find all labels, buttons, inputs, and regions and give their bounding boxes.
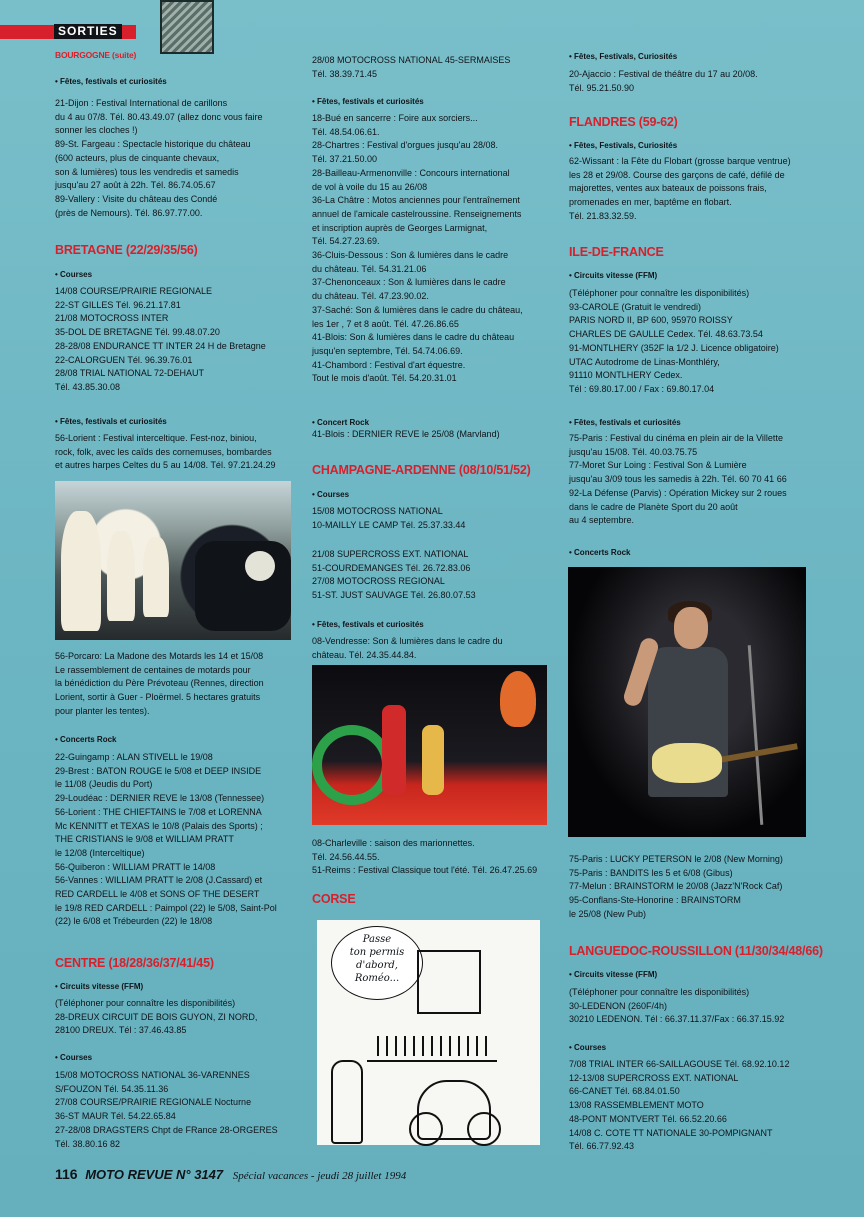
text-line: 18-Bué en sancerre : Foire aux sorciers... — [312, 113, 478, 123]
region-title-languedoc: LANGUEDOC-ROUSSILLON (11/30/34/48/66) — [569, 944, 823, 958]
subheading-festivals: • Fêtes, Festivals, Curiosités — [569, 141, 678, 150]
text-line: 56-Quiberon : WILLIAM PRATT le 14/08 — [55, 861, 216, 872]
text-line: Tél. 21.83.32.59. — [569, 210, 637, 221]
text-line: château. Tél. 24.35.44.84. — [312, 649, 417, 660]
text-line: le 12/08 (Interceltique) — [55, 847, 145, 858]
cartoon-drawing — [317, 920, 540, 1145]
text-line: 13/08 RASSEMBLEMENT MOTO — [569, 1100, 704, 1111]
text-line: 12-13/08 SUPERCROSS EXT. NATIONAL — [569, 1072, 739, 1083]
text-line: (22) le 6/08 et Trébeurden (22) le 18/08 — [55, 916, 213, 927]
text-line: Tél. 43.85.30.08 — [55, 381, 121, 392]
cartoon-person — [331, 1060, 363, 1144]
text-line: 75-Paris : Festival du cinéma en plein air de la Villette — [569, 433, 783, 443]
text-line: 75-Paris : LUCKY PETERSON le 2/08 (New Morning) — [569, 854, 783, 864]
region-title-ile-de-france: ILE-DE-FRANCE — [569, 245, 664, 259]
subheading-festivals: • Fêtes, festivals et curiosités — [569, 418, 681, 427]
text-line: 27/08 COURSE/PRAIRIE REGIONALE Nocturne — [55, 1097, 252, 1108]
subheading-courses: • Courses — [569, 1043, 607, 1052]
photo-mic-stand — [748, 645, 764, 825]
region-title-champagne: CHAMPAGNE-ARDENNE (08/10/51/52) — [312, 463, 531, 477]
text-line: 36-Cluis-Dessous : Son & lumières dans le cadre — [312, 250, 509, 261]
text-line: du château. Tél. 47.23.90.02. — [312, 291, 429, 302]
text-line: Lorient, sortir à Guer - Ploërmel. 5 hectares gratuits — [55, 692, 261, 703]
text-line: 92-La Défense (Parvis) : Opération Mickey sur 2 roues — [569, 487, 787, 498]
text-line: du 4 au 07/8. Tél. 80.43.49.07 (allez donc vous faire — [55, 111, 263, 122]
text-line: Tél. 37.21.50.00 — [312, 154, 378, 165]
photo-figure — [143, 537, 169, 617]
text-line: 51-Reims : Festival Classique tout l'été. Tél. 26.47.25.69 — [312, 865, 538, 876]
bubble-line: Passe — [362, 934, 392, 945]
text-line: (près de Nemours). Tél. 86.97.77.00. — [55, 207, 203, 218]
list-bretagne-courses — [55, 285, 295, 395]
text-line: Tél. 38.39.71.45 — [312, 68, 378, 79]
text-line: UTAC Autodrome de Linas-Monthléry, — [569, 356, 720, 367]
text-line: Tél. 38.80.16 82 — [55, 1138, 121, 1149]
text-line: et autres harpes Celtes du 5 au 14/08. Tél. 97.21.24.29 — [55, 460, 276, 471]
issue-info: Spécial vacances - jeudi 28 juillet 1994 — [232, 1170, 407, 1182]
text-line: RED CARDELL le 4/08 et SONS OF THE DESERT — [55, 889, 260, 900]
text-line: de vol à voile du 15 au 26/08 — [312, 181, 428, 192]
text-line: 91110 MONTLHERY Cedex. — [569, 370, 683, 381]
text-line: 89-St. Fargeau : Spectacle historique du château — [55, 139, 251, 150]
text-line: les 1er , 7 et 8 août. Tél. 47.26.86.65 — [312, 318, 459, 329]
text-porcaro — [55, 650, 295, 719]
text-line: 77-Moret Sur Loing : Festival Son & Lumière — [569, 460, 747, 471]
page-footer — [55, 1166, 406, 1182]
text-line: 22-Guingamp : ALAN STIVELL le 19/08 — [55, 752, 213, 762]
text-line: 48-PONT MONTVERT Tél. 66.52.20.66 — [569, 1113, 727, 1124]
text-line: 28-DREUX CIRCUIT DE BOIS GUYON, ZI NORD, — [55, 1011, 258, 1022]
list-festivals — [312, 112, 552, 386]
text-line: 29-Loudéac : DERNIER REVE le 13/08 (Tennessee) — [55, 793, 265, 804]
text-line: 37-Saché: Son & lumières dans le cadre du château, — [312, 304, 523, 315]
text-line: 41-Blois : DERNIER REVE le 25/08 (Marvland) — [312, 429, 500, 439]
text-line: 15/08 MOTOCROSS NATIONAL 36-VARENNES — [55, 1070, 250, 1080]
text-line: 27-28/08 DRAGSTERS Chpt de FRance 28-ORGERES — [55, 1124, 278, 1135]
region-title-bretagne: BRETAGNE (22/29/35/56) — [55, 243, 198, 257]
text-line: 22-CALORGUEN Tél. 96.39.76.01 — [55, 354, 193, 365]
text-line: Tél : 69.80.17.00 / Fax : 69.80.17.04 — [569, 383, 715, 394]
bubble-line: Roméo... — [354, 973, 400, 984]
text-line: 30210 LEDENON. Tél : 66.37.11.37/Fax : 66.37.15.92 — [569, 1014, 785, 1025]
text-line: 36-ST MAUR Tél. 54.22.65.84 — [55, 1111, 176, 1122]
text-line: 51-ST. JUST SAUVAGE Tél. 26.80.07.53 — [312, 590, 476, 601]
photo-wheel — [312, 725, 392, 805]
list-after-photo — [312, 837, 552, 878]
cartoon-speech-bubble — [331, 926, 423, 1000]
text-line: la bénédiction du Père Prévoteau (Rennes, direction — [55, 678, 264, 689]
text-line: Mc KENNITT et TEXAS le 10/8 (Palais des Sports) ; — [55, 820, 263, 831]
text-line: 28-Chartres : Festival d'orgues jusqu'au 28/08. — [312, 140, 499, 151]
text-line: 21/08 MOTOCROSS INTER — [55, 313, 169, 324]
list-flandres — [569, 155, 809, 224]
text-line: Tél. 24.56.44.55. — [312, 851, 380, 862]
text-line: et inscription auprès de Georges Larmignat, — [312, 222, 488, 233]
text-line: (Téléphoner pour connaître les disponibilités) — [55, 998, 236, 1008]
text-line: 56-Lorient : THE CHIEFTAINS le 7/08 et LORENNA — [55, 806, 262, 817]
subheading-festivals: • Fêtes, festivals et curiosités — [312, 620, 424, 629]
subheading-courses: • Courses — [55, 1053, 93, 1062]
list-centre-circuits — [55, 997, 295, 1038]
photo-figure — [107, 531, 135, 621]
text-line: Tél. 66.77.92.43 — [569, 1141, 635, 1152]
subheading-concerts: • Concerts Rock — [55, 735, 117, 744]
photo-puppet — [382, 705, 406, 795]
text-line: 30-LEDENON (260F/4h) — [569, 1000, 668, 1011]
section-header-label: SORTIES — [54, 24, 122, 39]
text-line: 91-MONTLHERY (352F la 1/2 J. Licence obligatoire) — [569, 342, 779, 353]
text-line: 08-Vendresse: Son & lumières dans le cadre du — [312, 636, 503, 646]
text-line: 27/08 MOTOCROSS REGIONAL — [312, 576, 445, 587]
text-line: le 25/08 (New Pub) — [569, 908, 647, 919]
text-line: Tél. 48.54.06.61. — [312, 126, 380, 137]
magazine-name: MOTO REVUE N° 3147 — [85, 1167, 224, 1182]
subheading-festivals: • Fêtes, festivals et curiosités — [55, 77, 167, 86]
list-concerts — [55, 751, 295, 929]
list-lr-circuits — [569, 986, 809, 1027]
text-line: CHARLES DE GAULLE Cedex. Tél. 48.63.73.54 — [569, 329, 763, 340]
list-lr-courses — [569, 1058, 809, 1154]
text-line: 14/08 C. COTE TT NATIONALE 30-POMPIGNANT — [569, 1127, 773, 1138]
list-bretagne-festivals — [55, 432, 295, 473]
text-line: du château. Tél. 54.31.21.06 — [312, 263, 427, 274]
text-line: son & lumières) tous les vendredis et samedis — [55, 166, 239, 177]
bubble-line: ton permis — [349, 947, 405, 958]
text-line: 21-Dijon : Festival International de carillons — [55, 98, 228, 108]
list-courses-b — [312, 548, 552, 603]
text-line: 93-CAROLE (Gratuit le vendredi) — [569, 301, 702, 312]
list-top-lines — [312, 54, 552, 81]
text-line: (Téléphoner pour connaître les disponibilités) — [569, 288, 750, 298]
subheading-circuits: • Circuits vitesse (FFM) — [569, 970, 658, 979]
text-line: (600 acteurs, plus de cinquante chevaux, — [55, 152, 220, 163]
photo-motorcycle — [195, 541, 291, 631]
list-centre-courses — [55, 1069, 295, 1151]
photo-headlamp — [245, 551, 275, 581]
subheading-courses: • Courses — [55, 270, 93, 279]
text-line: 62-Wissant : la Fête du Flobart (grosse barque ventrue) — [569, 156, 791, 166]
photo-madone-des-motards — [55, 481, 291, 640]
subheading-festivals: • Fêtes, festivals et curiosités — [312, 97, 424, 106]
header-thumbnail-image — [160, 0, 214, 54]
subheading-concerts: • Concerts Rock — [569, 548, 631, 557]
text-line: 95-Conflans-Ste-Honorine : BRAINSTORM — [569, 895, 741, 906]
text-line: jusqu'en septembre, Tél. 54.74.06.69. — [312, 345, 463, 356]
region-title-bourgogne: BOURGOGNE (suite) — [55, 50, 137, 60]
text-line: le 19/8 RED CARDELL : Paimpol (22) le 5/08, Saint-Pol — [55, 902, 277, 913]
region-title-centre: CENTRE (18/28/36/37/41/45) — [55, 956, 214, 970]
subheading-courses: • Courses — [312, 490, 350, 499]
text-line: 08-Charleville : saison des marionnettes. — [312, 838, 475, 848]
text-line: 7/08 TRIAL INTER 66-SAILLAGOUSE Tél. 68.92.10.12 — [569, 1059, 790, 1069]
list-corse — [569, 68, 809, 95]
list-idf-concerts — [569, 853, 809, 922]
list-bourgogne — [55, 97, 295, 220]
text-line: PARIS NORD II, BP 600, 95970 ROISSY — [569, 315, 733, 326]
cartoon-window — [417, 950, 481, 1014]
list-idf-festivals — [569, 432, 809, 528]
text-line: rock, folk, avec les caïds des cornemuses, bombardes — [55, 446, 272, 457]
text-line: 10-MAILLY LE CAMP Tél. 25.37.33.44 — [312, 519, 466, 530]
text-line: 51-COURDEMANGES Tél. 26.72.83.06 — [312, 562, 471, 573]
text-line: pour planter les tentes). — [55, 705, 150, 716]
text-line: sonner les cloches !) — [55, 125, 138, 136]
text-line: 28-Bailleau-Armenonville : Concours international — [312, 167, 510, 178]
photo-guitar — [652, 743, 722, 783]
region-title-flandres: FLANDRES (59-62) — [569, 115, 678, 129]
text-line: Tél. 54.27.23.69. — [312, 236, 380, 247]
text-line: 75-Paris : BANDITS les 5 et 6/08 (Gibus) — [569, 867, 733, 878]
text-line: 37-Chenonceaux : Son & lumières dans le cadre — [312, 277, 506, 288]
text-line: 15/08 MOTOCROSS NATIONAL — [312, 506, 443, 516]
text-line: Le rassemblement de centaines de motards pour — [55, 664, 251, 675]
photo-figure — [61, 511, 101, 631]
text-line: 56-Vannes : WILLIAM PRATT le 2/08 (J.Cassard) et — [55, 875, 263, 886]
text-line: 20-Ajaccio : Festival de théâtre du 17 au 20/08. — [569, 69, 758, 79]
text-line: jusqu'au 15/08. Tél. 40.03.75.75 — [569, 446, 698, 457]
list-idf-circuits — [569, 287, 809, 397]
text-line: 56-Porcaro: La Madone des Motards les 14 et 15/08 — [55, 651, 264, 661]
text-line: majorettes, ventes aux bateaux de poissons frais, — [569, 183, 767, 194]
bubble-line: d'abord, — [356, 960, 398, 971]
text-line: jusqu'au 3/09 tous les samedis à 22h. Tél. 60 70 41 66 — [569, 474, 787, 485]
text-concert — [312, 428, 552, 442]
text-line: 36-La Châtre : Motos anciennes pour l'entraînement — [312, 195, 520, 206]
text-line: jusqu'au 27 août à 22h. Tél. 86.74.05.67 — [55, 180, 216, 191]
text-line: 41-Blois: Son & lumières dans le cadre du château — [312, 332, 515, 343]
text-line: (Téléphoner pour connaître les disponibilités) — [569, 987, 750, 997]
text-line: 41-Chambord : Festival d'art équestre. — [312, 359, 466, 370]
text-line: promenades en mer, baptême en flobart. — [569, 197, 732, 208]
text-line: 35-DOL DE BRETAGNE Tél. 99.48.07.20 — [55, 327, 220, 338]
text-line: au 4 septembre. — [569, 515, 635, 526]
text-line: 14/08 COURSE/PRAIRIE REGIONALE — [55, 286, 213, 296]
text-line: 28/08 MOTOCROSS NATIONAL 45-SERMAISES — [312, 55, 511, 65]
text-line: 28100 DREUX. Tél : 37.46.43.85 — [55, 1025, 187, 1036]
subheading-circuits: • Circuits vitesse (FFM) — [55, 982, 144, 991]
region-title-corse: CORSE — [312, 892, 356, 906]
cartoon-balcony-rail — [377, 1036, 487, 1056]
text-line: dans le cadre de Planète Sport du 20 août — [569, 501, 738, 512]
list-champagne-festivals — [312, 635, 552, 662]
cartoon-wheel — [467, 1112, 501, 1146]
photo-marionnettes — [312, 665, 547, 825]
subheading-concert: • Concert Rock — [312, 418, 370, 427]
text-line: Tél. 95.21.50.90 — [569, 82, 635, 93]
list-courses-a — [312, 505, 552, 532]
text-line: 22-ST GILLES Tél. 96.21.17.81 — [55, 299, 181, 310]
text-line: annuel de l'amicale castelroussine. Renseignements — [312, 208, 522, 219]
text-line: 29-Brest : BATON ROUGE le 5/08 et DEEP INSIDE — [55, 765, 262, 776]
photo-singer-head — [674, 607, 708, 649]
text-line: 56-Lorient : Festival interceltique. Fest-noz, biniou, — [55, 433, 257, 443]
text-line: 28-28/08 ENDURANCE TT INTER 24 H de Bretagne — [55, 340, 266, 351]
text-line: THE CRISTIANS le 9/08 et WILLIAM PRATT — [55, 834, 234, 845]
photo-rock-concert — [568, 567, 806, 837]
subheading-circuits: • Circuits vitesse (FFM) — [569, 271, 658, 280]
text-line: 28/08 TRIAL NATIONAL 72-DEHAUT — [55, 368, 205, 379]
text-line: S/FOUZON Tél. 54.35.11.36 — [55, 1083, 169, 1094]
subheading-festivals: • Fêtes, Festivals, Curiosités — [569, 52, 678, 61]
photo-puppet — [422, 725, 444, 795]
text-line: les 28 et 29/08. Course des garçons de café, défilé de — [569, 169, 785, 180]
text-line: Tout le mois d'août. Tél. 54.20.31.01 — [312, 373, 457, 384]
page-number: 116 — [55, 1166, 78, 1182]
text-line: 66-CANET Tél. 68.84.01.50 — [569, 1086, 680, 1097]
subheading-festivals: • Fêtes, festivals et curiosités — [55, 417, 167, 426]
text-line: 21/08 SUPERCROSS EXT. NATIONAL — [312, 549, 469, 559]
text-line: 77-Melun : BRAINSTORM le 20/08 (Jazz'N'Rock Caf) — [569, 881, 783, 892]
text-line: 89-Vallery : Visite du château des Condé — [55, 193, 218, 204]
text-line: le 11/08 (Jeudis du Port) — [55, 779, 153, 790]
photo-decoration — [500, 671, 536, 727]
cartoon-wheel — [409, 1112, 443, 1146]
